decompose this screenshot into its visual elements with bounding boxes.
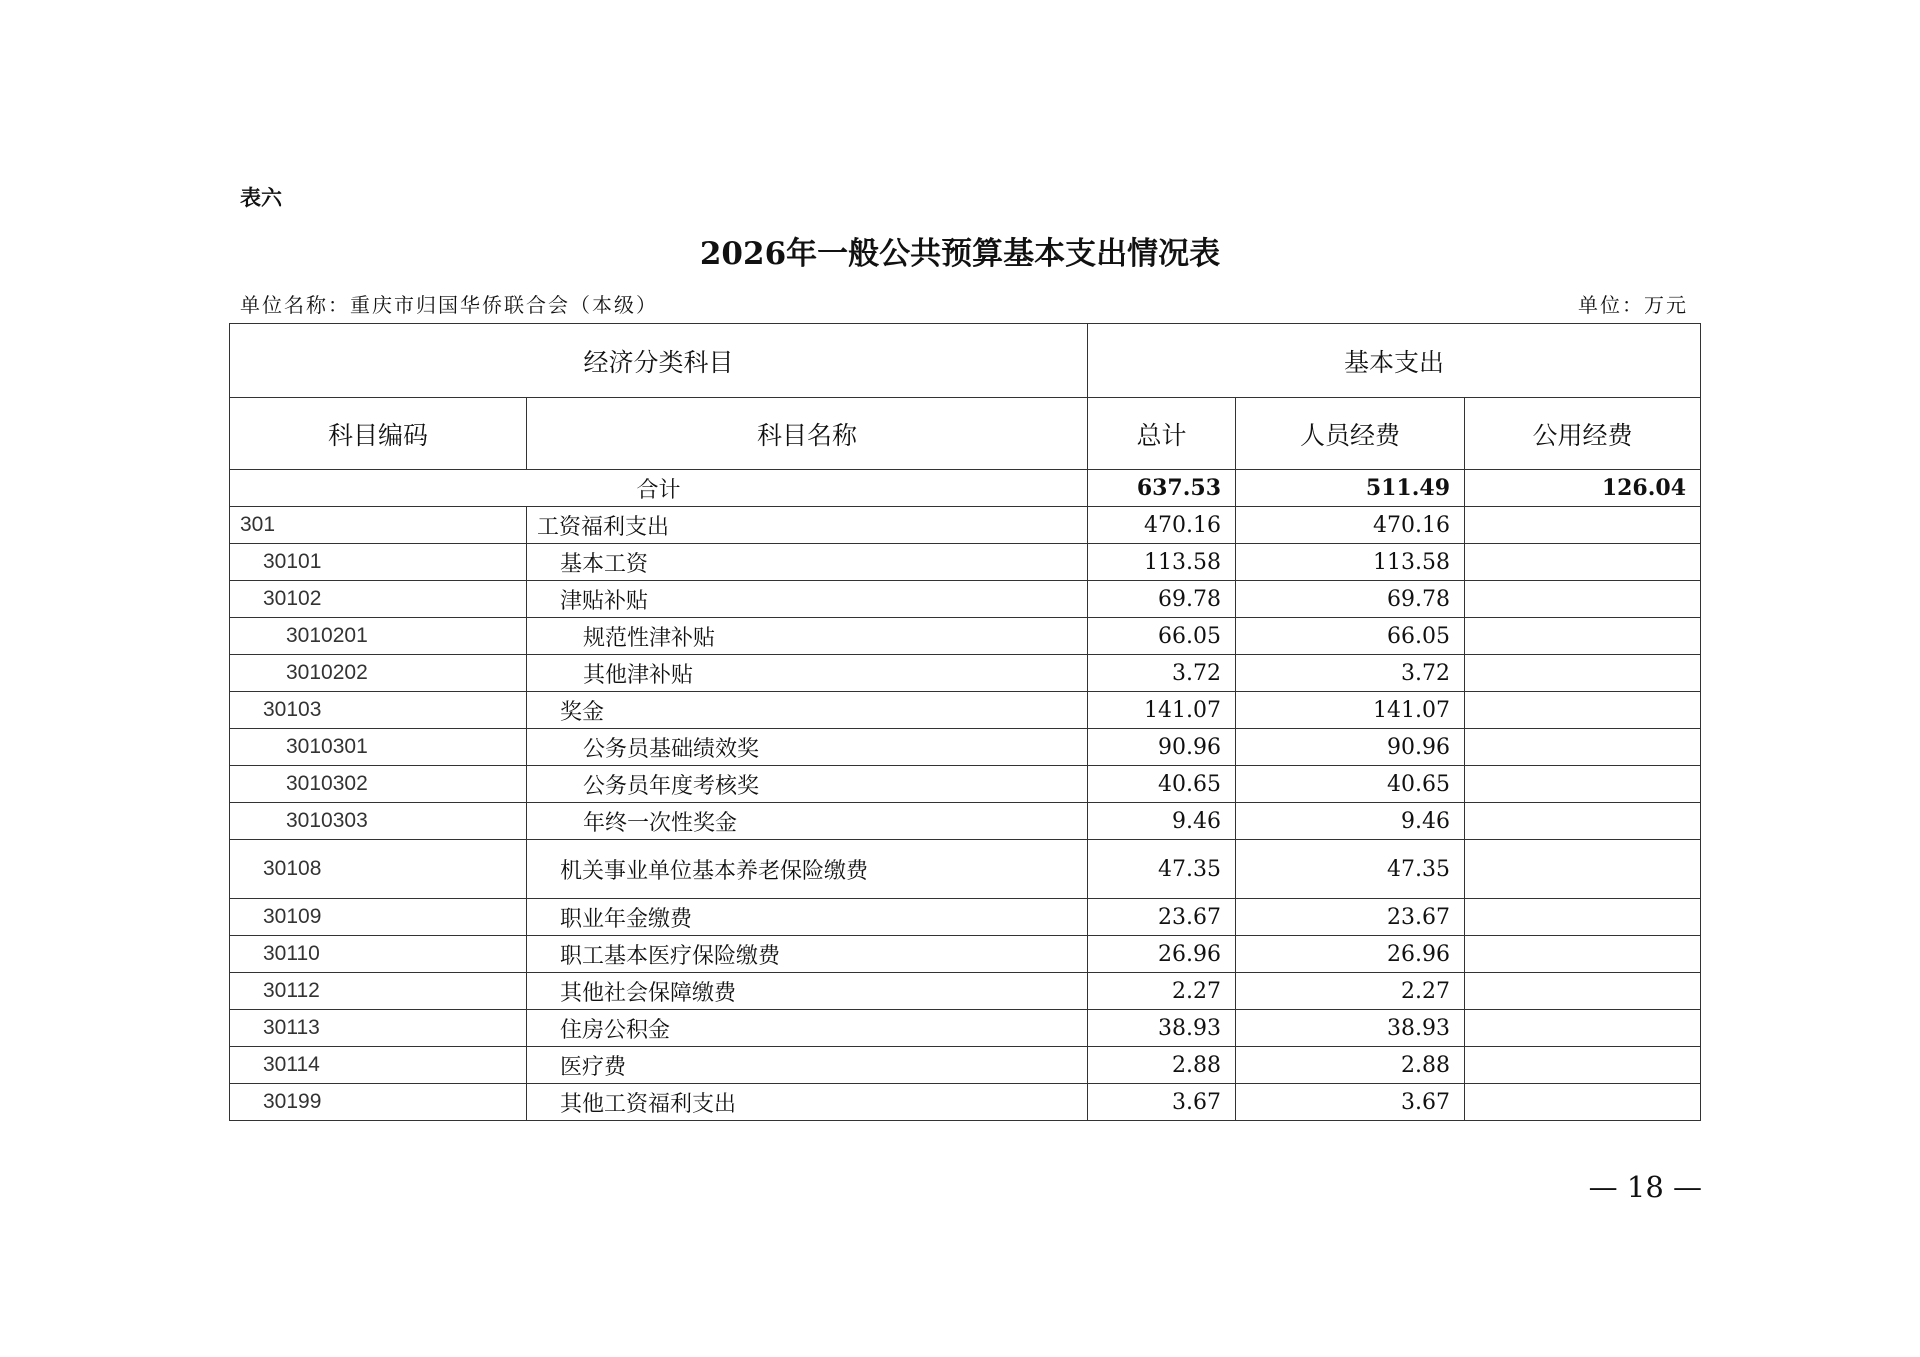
- row-code: 3010302: [230, 766, 527, 803]
- row-total: 38.93: [1088, 1010, 1236, 1047]
- row-total: 113.58: [1088, 544, 1236, 581]
- row-personnel: 38.93: [1236, 1010, 1465, 1047]
- row-name: 职工基本医疗保险缴费: [527, 936, 1088, 973]
- row-public: [1465, 581, 1701, 618]
- table-row: [230, 899, 1701, 936]
- table-tag: 表六: [240, 185, 282, 210]
- row-public: [1465, 1010, 1701, 1047]
- row-public: [1465, 692, 1701, 729]
- table-row: [230, 581, 1701, 618]
- row-public: [1465, 766, 1701, 803]
- row-total: 141.07: [1088, 692, 1236, 729]
- row-code: 30113: [230, 1010, 527, 1047]
- row-total: 69.78: [1088, 581, 1236, 618]
- header-economic-class: 经济分类科目: [230, 324, 1088, 398]
- row-name: 医疗费: [527, 1047, 1088, 1084]
- row-code: 30101: [230, 544, 527, 581]
- row-personnel: 3.67: [1236, 1084, 1465, 1121]
- row-total: 2.88: [1088, 1047, 1236, 1084]
- row-personnel: 69.78: [1236, 581, 1465, 618]
- table-row: [230, 840, 1701, 899]
- row-personnel: 470.16: [1236, 507, 1465, 544]
- row-code: 30199: [230, 1084, 527, 1121]
- row-public: [1465, 544, 1701, 581]
- row-code: 30112: [230, 973, 527, 1010]
- header-row: [230, 398, 1701, 470]
- row-code: 301: [230, 507, 527, 544]
- table-row: [230, 544, 1701, 581]
- total-personnel: 511.49: [1236, 470, 1465, 507]
- row-personnel: 23.67: [1236, 899, 1465, 936]
- table-row: [230, 1010, 1701, 1047]
- row-personnel: 113.58: [1236, 544, 1465, 581]
- total-total: 637.53: [1088, 470, 1236, 507]
- table-row: [230, 766, 1701, 803]
- table-row: [230, 1084, 1701, 1121]
- page-title: 2026年一般公共预算基本支出情况表: [699, 236, 1221, 272]
- row-total: 26.96: [1088, 936, 1236, 973]
- row-name: 机关事业单位基本养老保险缴费: [527, 840, 1088, 899]
- row-code: 3010301: [230, 729, 527, 766]
- row-public: [1465, 803, 1701, 840]
- row-public: [1465, 840, 1701, 899]
- row-name: 其他工资福利支出: [527, 1084, 1088, 1121]
- row-total: 40.65: [1088, 766, 1236, 803]
- row-personnel: 2.27: [1236, 973, 1465, 1010]
- row-total: 3.72: [1088, 655, 1236, 692]
- row-name: 规范性津补贴: [527, 618, 1088, 655]
- row-name: 公务员基础绩效奖: [527, 729, 1088, 766]
- row-code: 3010202: [230, 655, 527, 692]
- unit-name: 单位名称：重庆市归国华侨联合会（本级）: [240, 293, 658, 317]
- row-total: 9.46: [1088, 803, 1236, 840]
- header-name: 科目名称: [527, 398, 1088, 470]
- row-name: 住房公积金: [527, 1010, 1088, 1047]
- budget-table: [229, 323, 1701, 1121]
- header-code: 科目编码: [230, 398, 527, 470]
- total-public: 126.04: [1465, 470, 1701, 507]
- row-personnel: 47.35: [1236, 840, 1465, 899]
- row-code: 30110: [230, 936, 527, 973]
- row-name: 公务员年度考核奖: [527, 766, 1088, 803]
- row-name: 职业年金缴费: [527, 899, 1088, 936]
- page-number: — 18 —: [1588, 1170, 1702, 1204]
- header-public: 公用经费: [1465, 398, 1701, 470]
- row-code: 30109: [230, 899, 527, 936]
- row-code: 30108: [230, 840, 527, 899]
- row-public: [1465, 618, 1701, 655]
- row-code: 30102: [230, 581, 527, 618]
- table-row: [230, 973, 1701, 1010]
- row-public: [1465, 899, 1701, 936]
- row-personnel: 26.96: [1236, 936, 1465, 973]
- row-personnel: 141.07: [1236, 692, 1465, 729]
- table-row: [230, 729, 1701, 766]
- row-personnel: 2.88: [1236, 1047, 1465, 1084]
- row-name: 其他津补贴: [527, 655, 1088, 692]
- row-code: 3010201: [230, 618, 527, 655]
- header-total: 总计: [1088, 398, 1236, 470]
- header-basic-expenditure: 基本支出: [1088, 324, 1701, 398]
- row-name: 基本工资: [527, 544, 1088, 581]
- row-personnel: 90.96: [1236, 729, 1465, 766]
- row-public: [1465, 507, 1701, 544]
- row-name: 年终一次性奖金: [527, 803, 1088, 840]
- row-code: 30114: [230, 1047, 527, 1084]
- header-row-group: [230, 324, 1701, 398]
- total-row: [230, 470, 1701, 507]
- row-total: 23.67: [1088, 899, 1236, 936]
- row-total: 47.35: [1088, 840, 1236, 899]
- total-label: 合计: [230, 470, 1088, 507]
- currency-unit: 单位：万元: [1578, 293, 1688, 317]
- table-row: [230, 655, 1701, 692]
- row-name: 奖金: [527, 692, 1088, 729]
- row-public: [1465, 655, 1701, 692]
- row-public: [1465, 1084, 1701, 1121]
- row-total: 470.16: [1088, 507, 1236, 544]
- row-total: 2.27: [1088, 973, 1236, 1010]
- table-row: [230, 1047, 1701, 1084]
- table-row: [230, 803, 1701, 840]
- row-name: 其他社会保障缴费: [527, 973, 1088, 1010]
- row-name: 工资福利支出: [527, 507, 1088, 544]
- row-code: 3010303: [230, 803, 527, 840]
- row-personnel: 66.05: [1236, 618, 1465, 655]
- table-row: [230, 692, 1701, 729]
- row-public: [1465, 936, 1701, 973]
- row-public: [1465, 1047, 1701, 1084]
- row-personnel: 9.46: [1236, 803, 1465, 840]
- row-total: 66.05: [1088, 618, 1236, 655]
- row-total: 90.96: [1088, 729, 1236, 766]
- row-public: [1465, 729, 1701, 766]
- row-public: [1465, 973, 1701, 1010]
- table-row: [230, 936, 1701, 973]
- row-personnel: 3.72: [1236, 655, 1465, 692]
- row-personnel: 40.65: [1236, 766, 1465, 803]
- row-code: 30103: [230, 692, 527, 729]
- row-name: 津贴补贴: [527, 581, 1088, 618]
- row-total: 3.67: [1088, 1084, 1236, 1121]
- table-row: [230, 507, 1701, 544]
- table-row: [230, 618, 1701, 655]
- header-personnel: 人员经费: [1236, 398, 1465, 470]
